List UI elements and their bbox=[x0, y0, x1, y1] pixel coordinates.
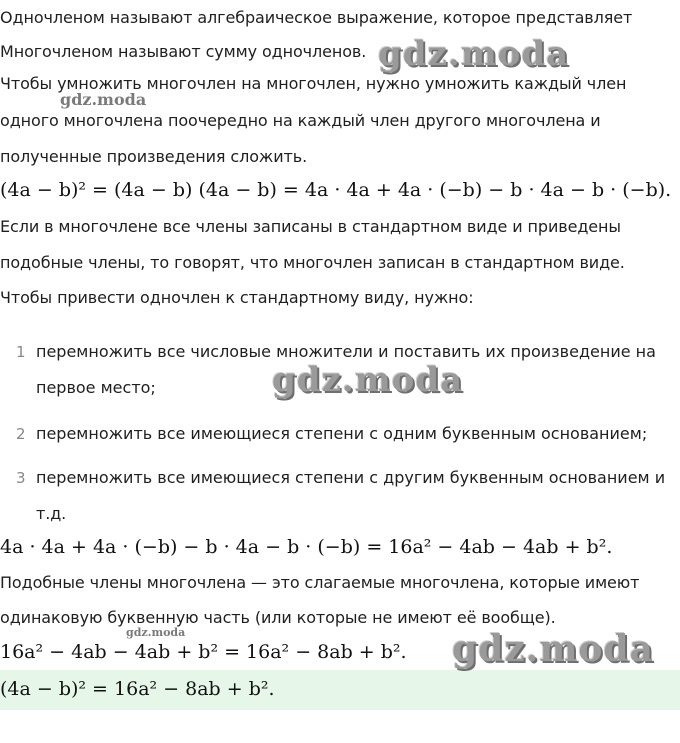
text-line-1: Одночленом называют алгебраическое выражение, которое представляет bbox=[0, 8, 633, 27]
list-item-3-line-2: т.д. bbox=[36, 504, 67, 523]
math-expansion-3: 16a² − 4ab − 4ab + b² = 16a² − 8ab + b². bbox=[0, 641, 407, 663]
list-item-1-line-1: перемножить все числовые множители и поставить их произведение на bbox=[36, 342, 656, 361]
math-expansion-1: (4a − b)² = (4a − b) (4a − b) = 4a · 4a + 4a · (−b) − b · 4a − b · (−b). bbox=[0, 179, 672, 201]
list-number-3: 3 bbox=[16, 469, 26, 487]
text-line-8: Чтобы привести одночлен к стандартному виду, нужно: bbox=[0, 288, 474, 307]
list-item-3-line-1: перемножить все имеющиеся степени с другим буквенным основанием и bbox=[36, 468, 666, 487]
text-line-2: Многочленом называют сумму одночленов. bbox=[0, 42, 367, 61]
watermark-2: gdz.moda bbox=[60, 90, 147, 109]
watermark-4: gdz.moda bbox=[126, 626, 186, 639]
text-line-9: Подобные члены многочлена — это слагаемые многочлена, которые имеют bbox=[0, 573, 640, 592]
watermark-3: gdz.moda bbox=[272, 360, 464, 400]
math-expansion-2: 4a · 4a + 4a · (−b) − b · 4a − b · (−b) = 16a² − 4ab − 4ab + b². bbox=[0, 536, 613, 558]
text-line-4: одного многочлена поочередно на каждый член другого многочлена и bbox=[0, 111, 601, 130]
text-line-7: подобные члены, то говорят, что многочлен записан в стандартном виде. bbox=[0, 253, 625, 272]
list-number-1: 1 bbox=[16, 343, 26, 361]
watermark-5: gdz.moda bbox=[452, 628, 654, 670]
text-line-6: Если в многочлене все члены записаны в стандартном виде и приведены bbox=[0, 217, 621, 236]
watermark-1: gdz.moda bbox=[378, 34, 570, 74]
math-result: (4a − b)² = 16a² − 8ab + b². bbox=[0, 678, 275, 700]
list-item-1-line-2: первое место; bbox=[36, 378, 156, 397]
text-line-5: полученные произведения сложить. bbox=[0, 147, 308, 166]
text-line-10: одинаковую буквенную часть (или которые не имеют её вообще). bbox=[0, 608, 556, 627]
list-item-2-line-1: перемножить все имеющиеся степени с одним буквенным основанием; bbox=[36, 424, 648, 443]
text-line-3: Чтобы умножить многочлен на многочлен, нужно умножить каждый член bbox=[0, 74, 627, 93]
list-number-2: 2 bbox=[16, 425, 26, 443]
